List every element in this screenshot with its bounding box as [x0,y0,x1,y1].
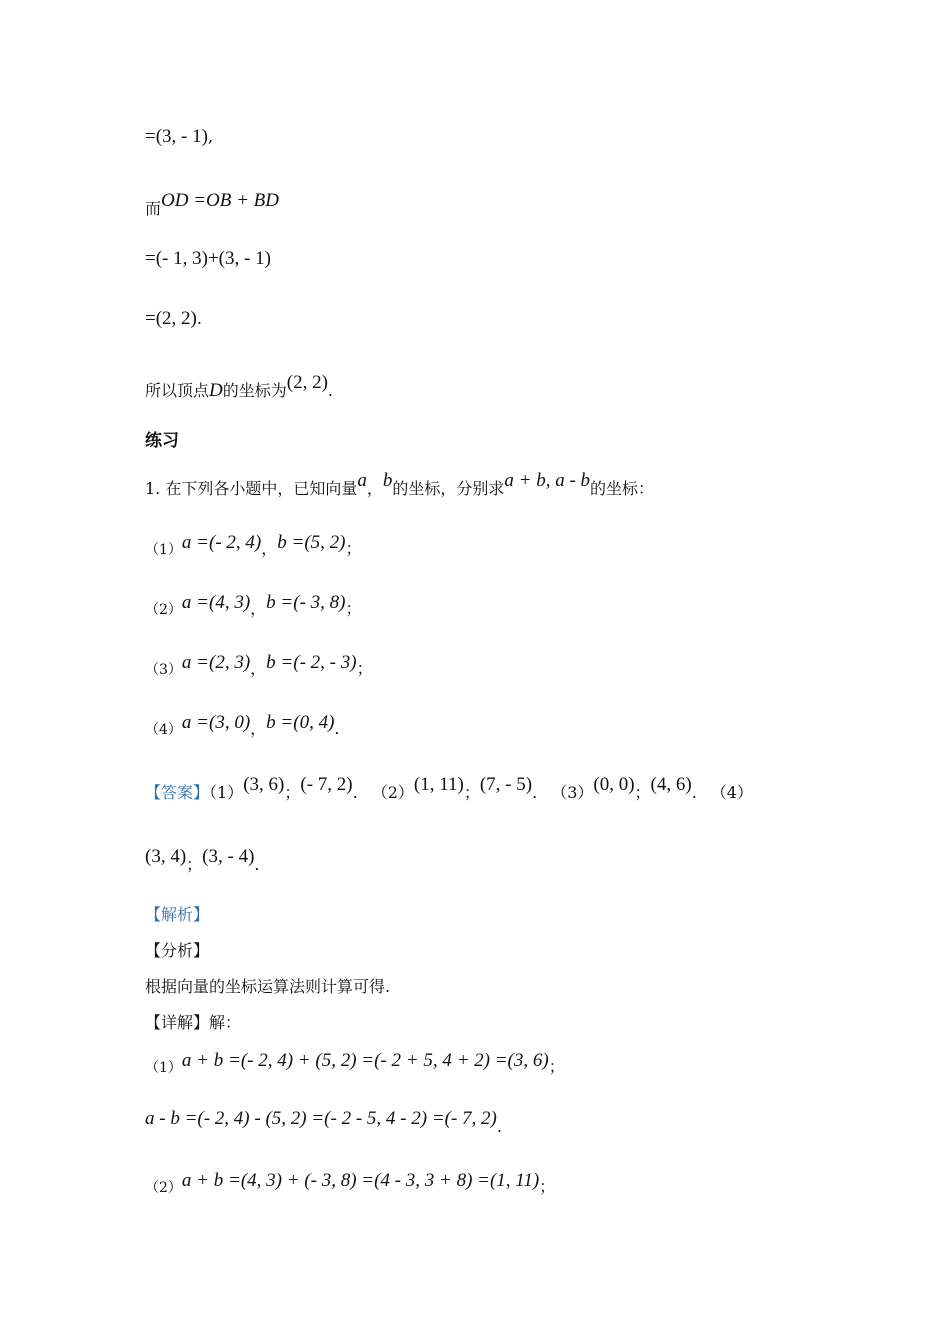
math-expression: OD =OB + BD [161,190,280,211]
punct: ， [250,719,267,738]
punct: . [254,855,260,874]
text: 而 [145,199,162,218]
derivation-line-2 [145,190,280,218]
answer-value: (3, 6) [243,774,285,795]
part-number: （2） [371,783,414,802]
punct: . [691,783,697,802]
punct: . [496,1117,502,1136]
fenxi-text: 根据向量的坐标运算法则计算可得. [145,977,391,996]
text: 所以顶点 [145,381,210,400]
vector-b: b =(0, 4) [266,712,335,733]
derivation-line-3 [145,248,271,270]
vector-b: b =(- 2, - 3) [266,652,357,673]
punct: ； [463,783,480,802]
solution-line-3 [145,1170,556,1196]
punct: . [532,783,538,802]
math-expression: =(3, - 1) [145,126,208,147]
part-number: （1） [209,783,244,802]
punct: ； [634,783,651,802]
solution-line-1 [145,1050,565,1076]
punct: ， [366,479,383,498]
math-expression: =(2, 2) [145,308,197,329]
part-number: （3） [551,783,594,802]
answer-label: 【答案】 [145,783,210,802]
punct: ； [345,539,362,558]
problem-item-4 [145,712,340,738]
fenxi-label: 【分析】 [145,941,210,960]
answer-value: (7, - 5) [479,774,533,795]
detail-label: 【详解】解： [145,1013,242,1032]
answer-line [145,774,753,804]
solution-line-2 [145,1108,502,1136]
math-expression: a + b, a - b [504,470,591,491]
problem-item-1 [145,532,362,558]
answer-value: (3, 4) [145,846,187,867]
answer-value: (4, 6) [650,774,692,795]
answer-line-2 [145,846,260,874]
math-expression: =(- 1, 3)+(3, - 1) [145,248,271,269]
punct: ； [548,1057,565,1076]
part-number: （4） [710,783,753,802]
item-number: （2） [145,602,182,618]
punct: . [352,783,358,802]
math-variable: b [382,470,393,491]
vector-b: b =(- 3, 8) [266,592,346,613]
problem-statement [145,470,655,500]
section-title: 练习 [145,431,179,451]
math-expression: a + b =(4, 3) + (- 3, 8) =(4 - 3, 3 + 8) =(1, 11) [181,1170,540,1191]
vector-a: a =(4, 3) [181,592,251,613]
item-number: （1） [145,542,182,558]
answer-value: (1, 11) [413,774,464,795]
text: 的坐标为 [222,381,287,400]
punct: ； [539,1177,556,1196]
derivation-line-1 [145,126,213,148]
text: 的坐标，分别求 [392,479,505,498]
analysis-label: 【解析】 [145,905,210,924]
derivation-line-4 [145,308,202,330]
problem-item-3 [145,652,373,678]
math-expression: (2, 2) [286,372,328,393]
part-number: （1） [145,1060,182,1076]
math-expression: a - b =(- 2, 4) - (5, 2) =(- 2 - 5, 4 - 2) =(- 7, 2) [145,1108,497,1129]
vector-a: a =(2, 3) [181,652,251,673]
text: 1. 在下列各小题中，已知向量 [145,479,358,498]
punct: . [334,719,340,738]
part-number: （2） [145,1180,182,1196]
punct: ； [345,599,362,618]
punct: ， [250,599,267,618]
answer-value: (3, - 4) [202,846,255,867]
punct: , [207,127,214,146]
item-number: （4） [145,722,182,738]
answer-value: (0, 0) [593,774,635,795]
text: 的坐标： [590,479,655,498]
conclusion-line [145,372,334,402]
punct: ； [356,659,373,678]
item-number: （3） [145,662,182,678]
punct: . [196,309,202,328]
vector-b: b =(5, 2) [277,532,346,553]
math-variable: D [209,380,223,401]
answer-value: (- 7, 2) [300,774,353,795]
punct: ； [284,783,301,802]
vector-a: a =(- 2, 4) [181,532,262,553]
punct: . [327,381,334,400]
punct: ； [186,855,203,874]
math-expression: a + b =(- 2, 4) + (5, 2) =(- 2 + 5, 4 + 2) =(3, 6) [181,1050,549,1071]
punct: ， [250,659,267,678]
math-variable: a [357,470,367,491]
punct: ， [261,539,278,558]
vector-a: a =(3, 0) [181,712,251,733]
problem-item-2 [145,592,362,618]
